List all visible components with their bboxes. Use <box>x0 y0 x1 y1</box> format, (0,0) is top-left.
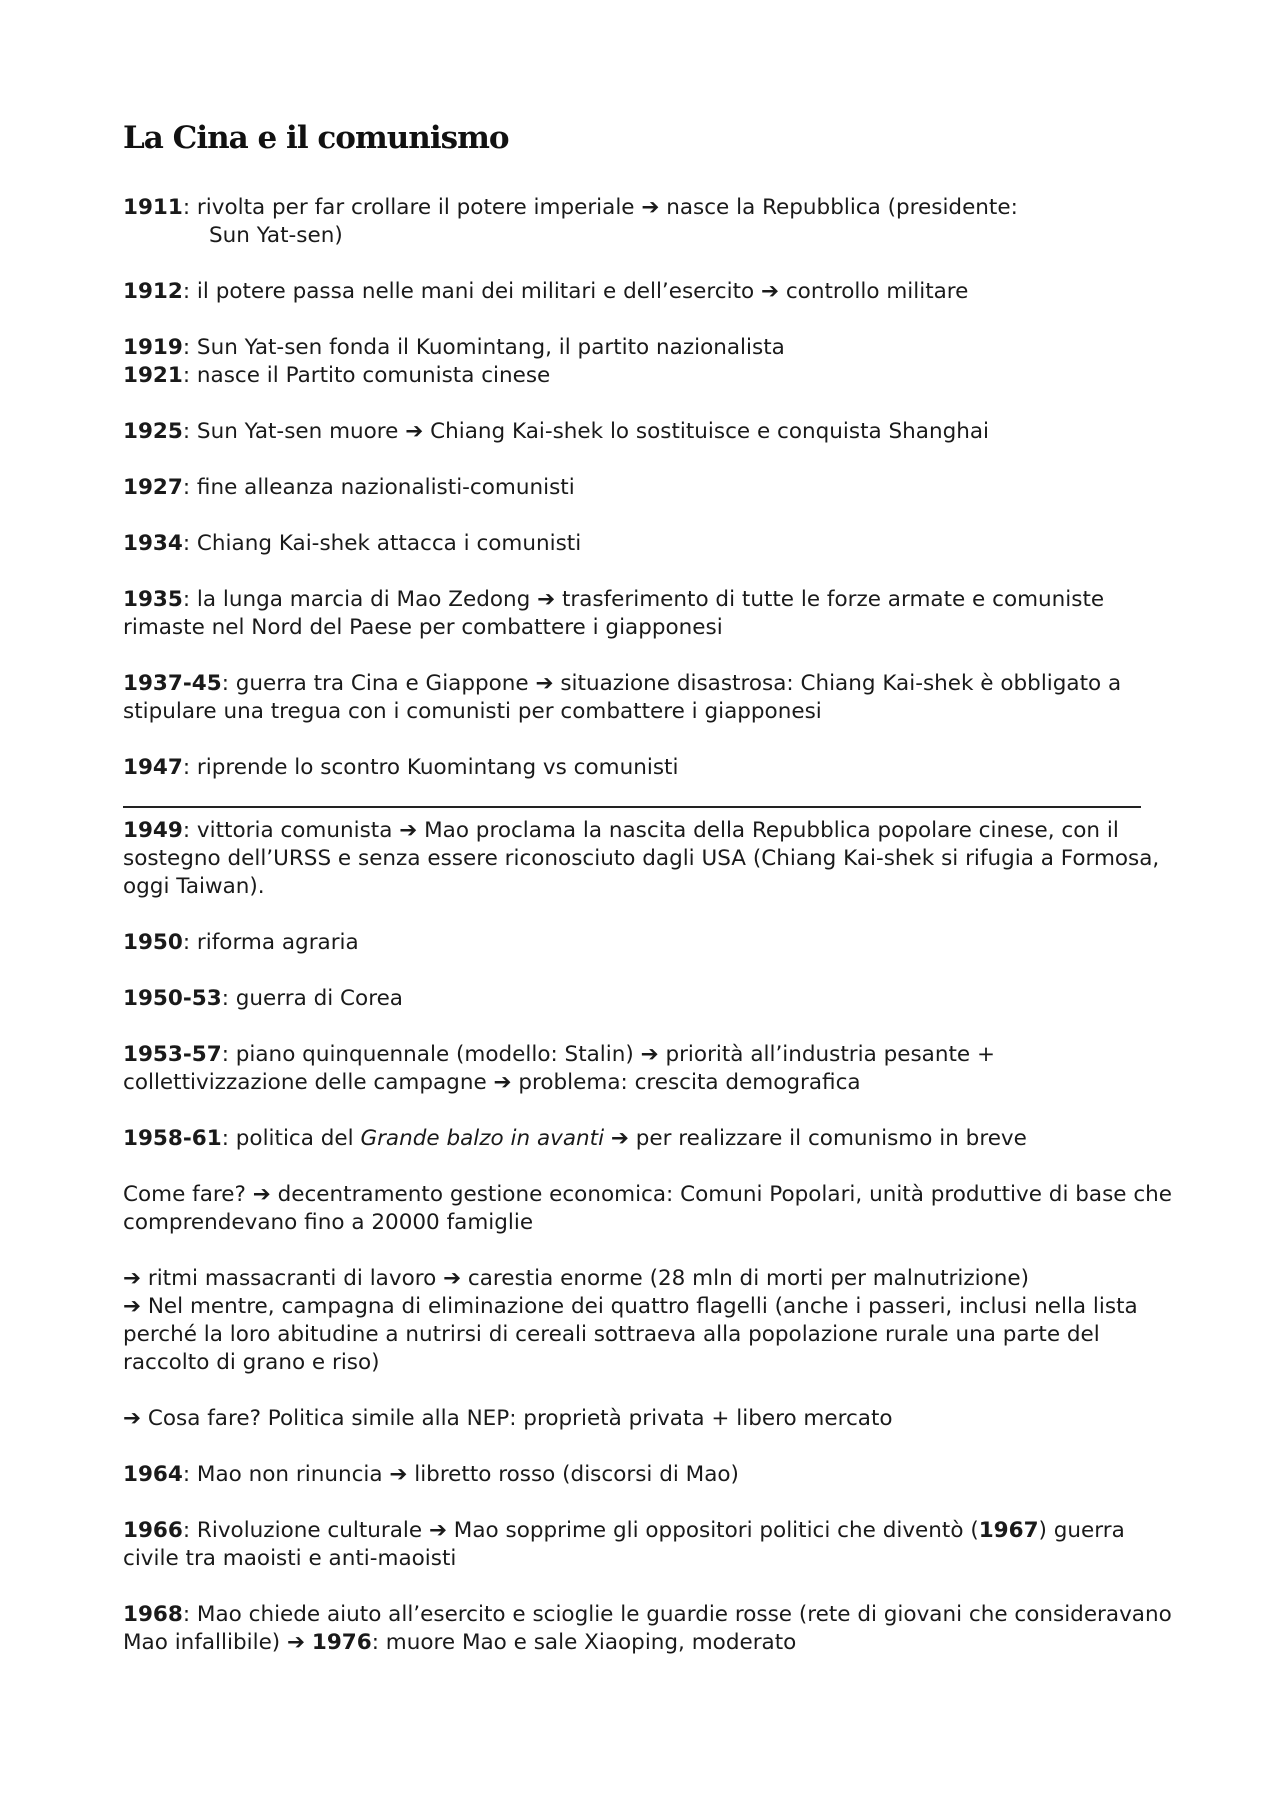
entry-text: : Rivoluzione culturale ➔ Mao sopprime gli oppositori politici che diventò ( <box>182 1518 979 1543</box>
entry-text: : riforma agraria <box>182 930 359 955</box>
entry-1935 <box>123 586 1183 642</box>
year-label: 1964 <box>123 1462 183 1487</box>
year-label-inline: 1967 <box>978 1518 1039 1543</box>
entry-1925 <box>123 418 1183 446</box>
entry-text: : rivolta per far crollare il potere imperiale ➔ nasce la Repubblica (presidente: <box>182 195 1018 220</box>
year-label: 1947 <box>123 755 183 780</box>
entry-text: : Chiang Kai-shek attacca i comunisti <box>182 531 582 556</box>
entry-text: : Mao non rinuncia ➔ libretto rosso (discorsi di Mao) <box>182 1462 739 1487</box>
year-label: 1937-45 <box>123 671 222 696</box>
entry-text: : riprende lo scontro Kuomintang vs comunisti <box>182 755 679 780</box>
entry-1953-57 <box>123 1041 1183 1097</box>
entry-1911 <box>123 194 1183 250</box>
entry-text: : Mao chiede aiuto all’esercito e scioglie le guardie rosse (rete di giovani che consideravano Mao infallibile) ➔ <box>123 1602 1172 1655</box>
year-label: 1958-61 <box>123 1126 222 1151</box>
entry-1949 <box>123 817 1183 901</box>
entry-1968 <box>123 1601 1183 1657</box>
entry-text: : piano quinquennale (modello: Stalin) ➔ priorità all’industria pesante + collettivizzazione delle campagne ➔ problema: crescita demografica <box>123 1042 995 1095</box>
paragraph-come-fare: Come fare? ➔ decentramento gestione economica: Comuni Popolari, unità produttive di base che comprendevano fino a 20000 famiglie <box>123 1182 1173 1235</box>
entry-text: : politica del <box>221 1126 361 1151</box>
page-title: La Cina e il comunismo <box>123 120 509 156</box>
entry-text: : vittoria comunista ➔ Mao proclama la nascita della Repubblica popolare cinese, con il sostegno dell’URSS e senza essere riconosciuto dagli USA (Chiang Kai-shek si rifugia a Formosa, oggi Taiwan). <box>123 818 1160 899</box>
entry-1919 <box>123 334 1183 362</box>
timeline <box>123 194 1183 1685</box>
paragraph-ritmi: ➔ ritmi massacranti di lavoro ➔ carestia enorme (28 mln di morti per malnutrizione) <box>123 1266 1029 1291</box>
year-label: 1934 <box>123 531 183 556</box>
entry-1958-61 <box>123 1125 1183 1153</box>
entry-text-continued: ➔ per realizzare il comunismo in breve <box>604 1126 1027 1151</box>
year-label: 1953-57 <box>123 1042 222 1067</box>
entry-text-italic: Grande balzo in avanti <box>360 1126 605 1151</box>
entry-text: : la lunga marcia di Mao Zedong ➔ trasferimento di tutte le forze armate e comuniste rimaste nel Nord del Paese per combattere i giapponesi <box>123 587 1105 640</box>
section-divider <box>123 806 1141 808</box>
entry-text: : guerra di Corea <box>221 986 403 1011</box>
year-label-inline: 1976 <box>311 1630 372 1655</box>
year-label: 1919 <box>123 335 183 360</box>
entry-1964 <box>123 1461 1183 1489</box>
entry-text: : Sun Yat-sen muore ➔ Chiang Kai-shek lo sostituisce e conquista Shanghai <box>182 419 990 444</box>
entry-1934 <box>123 530 1183 558</box>
entry-text-continued: : muore Mao e sale Xiaoping, moderato <box>371 1630 797 1655</box>
entry-1966 <box>123 1517 1183 1573</box>
year-label: 1912 <box>123 279 183 304</box>
year-label: 1968 <box>123 1602 183 1627</box>
year-label: 1950-53 <box>123 986 222 1011</box>
year-label: 1935 <box>123 587 183 612</box>
year-label: 1921 <box>123 363 183 388</box>
entry-text-continued: ) guerra civile tra maoisti e anti-maoisti <box>123 1518 1125 1571</box>
entry-1947 <box>123 754 1183 782</box>
year-label: 1966 <box>123 1518 183 1543</box>
entry-text-continued: Sun Yat-sen) <box>209 223 343 248</box>
entry-text: : il potere passa nelle mani dei militari e dell’esercito ➔ controllo militare <box>182 279 969 304</box>
year-label: 1911 <box>123 195 183 220</box>
entry-1927 <box>123 474 1183 502</box>
year-label: 1949 <box>123 818 183 843</box>
year-label: 1950 <box>123 930 183 955</box>
year-label: 1927 <box>123 475 183 500</box>
paragraph-cosa-fare: ➔ Cosa fare? Politica simile alla NEP: proprietà privata + libero mercato <box>123 1406 893 1431</box>
entry-1912 <box>123 278 1183 306</box>
entry-text: : fine alleanza nazionalisti-comunisti <box>182 475 575 500</box>
entry-1950-53 <box>123 985 1183 1013</box>
year-label: 1925 <box>123 419 183 444</box>
entry-1950 <box>123 929 1183 957</box>
entry-1937-45 <box>123 670 1183 726</box>
entry-1921 <box>123 362 1183 390</box>
paragraph-nel-mentre: ➔ Nel mentre, campagna di eliminazione dei quattro flagelli (anche i passeri, inclusi nella lista perché la loro abitudine a nutrirsi di cereali sottraeva alla popolazione rurale una parte del raccolto di grano e riso) <box>123 1294 1138 1375</box>
entry-text: : guerra tra Cina e Giappone ➔ situazione disastrosa: Chiang Kai-shek è obbligato a stipulare una tregua con i comunisti per combattere i giapponesi <box>123 671 1122 724</box>
entry-text: : nasce il Partito comunista cinese <box>182 363 551 388</box>
entry-text: : Sun Yat-sen fonda il Kuomintang, il partito nazionalista <box>182 335 785 360</box>
